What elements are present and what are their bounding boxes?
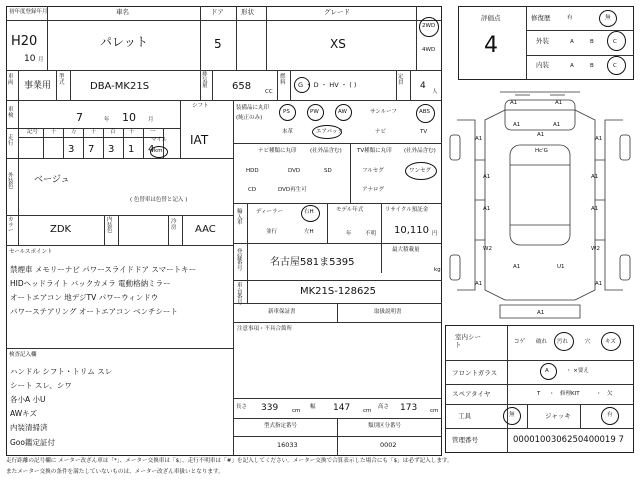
recycle-yen: 円 (432, 231, 438, 237)
int-a: A (570, 63, 574, 69)
first-reg-month: 10 (24, 54, 36, 64)
equipment-sub-label: (純正のみ) (236, 115, 263, 121)
damage-mark: U1 (557, 264, 565, 270)
door-count: 5 (214, 37, 222, 51)
exterior-color: ベージュ (34, 175, 70, 185)
model-value: DBA-MK21S (90, 81, 150, 92)
sales-point-line: パワーステアリング オートエアコン ベンチシート (10, 307, 178, 316)
equipment-aw: AW (338, 109, 347, 115)
footer-line1: 走行距離の記号欄に メーター改ざん車は「*」、メーター交換車は「$」、走行不明車は「#」を記入してください。メーター交換で合算表示した場合にも「$」は必ず記入します。 (6, 458, 453, 464)
type-approval-label: 型式指定番号 (264, 423, 298, 429)
model-year-unknown: 不明 (365, 231, 377, 237)
navi-cd: CD (248, 187, 257, 193)
import-parallel: 並行 (266, 229, 278, 235)
spare-dot2: ・ (596, 391, 602, 397)
mgmt-label: 管理番号 (452, 436, 478, 444)
digit-header: 一 (150, 129, 156, 135)
displacement-value: 658 (232, 81, 252, 92)
equipment-abs: ABS (419, 109, 430, 115)
mileage-digit: 3 (108, 144, 115, 155)
equipment-pw: PW (310, 109, 319, 115)
new-car-warranty: 新車保証書 (268, 309, 296, 315)
seat-option: コゲ (514, 339, 526, 345)
capacity-value: 4 (420, 81, 426, 91)
import-left-hand: 左H (304, 229, 314, 235)
repair-yes: 有 (567, 15, 573, 21)
windshield-a: A (545, 368, 549, 374)
jack-value: 有 (607, 412, 613, 418)
damage-mark: W2 (483, 246, 492, 252)
recycle-label: リサイクル預託金 (385, 207, 429, 213)
damage-mark: A1 (475, 136, 483, 142)
equipment-tv: TV (420, 129, 428, 135)
mgmt-number: 0000100306250400019 7 (513, 435, 624, 445)
class-no: 0002 (380, 441, 397, 449)
import-label: 輸入車 (237, 209, 243, 226)
tools-value: 無 (509, 412, 515, 418)
width-cm: cm (363, 408, 372, 414)
sales-points-label: セールスポイント (9, 249, 53, 255)
recycle-amount: 10,110 (394, 225, 429, 236)
score-value: 4 (484, 33, 498, 58)
damage-mark: A1 (513, 264, 521, 270)
inspection-label: 車検 (8, 107, 14, 119)
spare-dot1: ・ (549, 391, 555, 397)
reg-plate: 名古屋581ま5395 (270, 257, 355, 268)
equipment-leather: 本革 (282, 129, 294, 135)
spare-kit: 修理KIT (560, 391, 580, 397)
inspection-month-unit: 月 (148, 117, 154, 123)
repair-label: 修復歴 (531, 14, 551, 22)
inspector-line: ハンドル シフト・トリム スレ (10, 367, 113, 376)
capacity-unit: 人 (432, 89, 438, 95)
inspector-label: 検査記入欄 (9, 352, 37, 358)
spare-missing: 欠 (607, 391, 613, 397)
digit-header: 十 (51, 129, 57, 135)
interior-grade-label: 内装 (536, 61, 549, 69)
tv-fullseg: フルセグ (362, 168, 384, 174)
first-reg-month-unit: 月 (38, 57, 44, 63)
navi-sub: (社外品含む) (310, 148, 342, 154)
cooler-value: AAC (195, 224, 216, 235)
inspector-line: 内装清掃済 (10, 423, 48, 432)
navi-title: ナビ種類に丸印 (258, 148, 297, 154)
ext-c: C (613, 39, 617, 45)
vehicle-label: 車両 (8, 74, 14, 86)
cooler-label: 冷房 (171, 219, 177, 231)
interior-seat-label: 室内シート (455, 333, 481, 350)
spare-label: スペアタイヤ (452, 390, 491, 398)
inspector-line: 各小A 小U (10, 395, 46, 404)
exterior-grade-label: 外装 (536, 37, 549, 45)
navi-hdd: HDD (246, 168, 259, 174)
damage-mark: Hc'G (535, 148, 548, 154)
digit-header: 千 (91, 129, 97, 135)
int-b: B (590, 63, 594, 69)
grade-label: グレード (324, 8, 350, 16)
sales-point-line: 禁煙車 メモリーナビ パワースライドドア スマートキー (10, 265, 197, 274)
inspector-line: シート スレ、シワ (10, 381, 72, 390)
vehicle-type: 事業用 (24, 81, 52, 91)
damage-mark: A1 (553, 122, 561, 128)
model-year-label: モデル年式 (336, 207, 364, 213)
damage-mark: A1 (510, 100, 518, 106)
displacement-label: 排気量 (202, 72, 208, 89)
type-approval: 16033 (277, 441, 298, 449)
model-year-unit: 年 (346, 231, 352, 237)
class-label: 類別区分番号 (368, 423, 402, 429)
seat-option: 穴 (585, 339, 591, 345)
navi-dvd: DVD (288, 168, 301, 174)
max-load-label: 最大積載量 (392, 247, 420, 253)
inspection-year: 7 (76, 111, 83, 124)
sales-point-line: HIDヘッドライト バックカメラ 電動格納ミラー (10, 279, 171, 288)
drive-4wd: 4WD (422, 47, 436, 53)
equipment-sunroof: サンルーフ (370, 109, 397, 115)
import-right-hand: 右H (304, 209, 314, 215)
tv-title: TV種類に丸印 (357, 148, 392, 154)
damage-mark: A1 (555, 100, 563, 106)
car-name-label: 車名 (116, 8, 129, 16)
damage-mark: A1 (591, 174, 599, 180)
notes-label: 注意事項・不具合箇所 (237, 326, 293, 332)
width-value: 147 (333, 403, 351, 413)
digit-header: 万 (71, 129, 77, 135)
damage-mark: A1 (591, 206, 599, 212)
chassis-label: 車台番号 (237, 283, 243, 306)
fuel-options: G ・ D ・ HV ・ ( ) (298, 81, 357, 89)
seat-option: 破れ (536, 339, 548, 345)
digit-header: 十 (129, 129, 135, 135)
width-label: 幅 (310, 404, 316, 410)
shift-value: IAT (190, 133, 209, 147)
manual-label: 取扱説明書 (374, 309, 402, 315)
length-value: 339 (261, 403, 279, 413)
mileage-digit: 1 (128, 144, 135, 155)
seat-option: キズ (605, 339, 616, 345)
equipment-navi: ナビ (375, 129, 387, 135)
inspector-line: AWキズ (10, 409, 37, 418)
color-code: ZDK (50, 224, 72, 235)
tv-analog: アナログ (362, 187, 385, 193)
height-label: 高さ (378, 404, 390, 410)
equipment-ps: PS (283, 109, 290, 115)
capacity-label: 定員 (398, 74, 404, 86)
damage-mark: A1 (475, 281, 483, 287)
mile-label: マイル (151, 137, 168, 143)
first-reg-year: H20 (11, 34, 38, 49)
reg-label: 登録番号 (237, 249, 243, 272)
sales-point-line: オートエアコン 地デジTV パワーウィンドウ (10, 293, 159, 302)
interior-color-label: 内装色 (107, 217, 113, 234)
mileage-label: 走行 (8, 135, 14, 147)
windshield-replace: ・ ×要え (566, 368, 589, 374)
length-cm: cm (292, 408, 301, 414)
windshield-label: フロントガラス (452, 369, 498, 377)
navi-dvd-play: DVD再生可 (278, 187, 307, 193)
damage-mark: A1 (537, 310, 545, 316)
seat-option: 汚れ (557, 339, 569, 345)
damage-mark: W2 (591, 246, 600, 252)
jack-label: ジャッキ (545, 412, 571, 420)
length-label: 長さ (236, 404, 248, 410)
digit-header: 百 (110, 129, 116, 135)
model-label: 型式 (59, 74, 65, 86)
spare-t: T (537, 391, 541, 397)
max-load-kg: kg (434, 267, 441, 273)
mileage-digit: 4 (148, 144, 155, 155)
navi-sd: SD (324, 168, 332, 174)
exterior-note: ( 色替車は色替と記入 ) (130, 197, 188, 203)
tv-oneseg: ワンセグ (409, 168, 432, 174)
equipment-label: 装備品に丸印 (236, 105, 270, 111)
mileage-digit: 3 (68, 144, 75, 155)
shape-label: 形状 (241, 8, 254, 16)
mileage-digit: 7 (88, 144, 95, 155)
footer-line2: またメーター交換の条件を満たしていないものは、メーター改ざん車扱いとなります。 (6, 469, 224, 475)
damage-mark: A1 (483, 174, 491, 180)
inspection-year-unit: 年 (104, 117, 110, 123)
import-dealer: ディーラー (256, 209, 284, 215)
inspector-line: Goo鑑定証付 (10, 438, 55, 447)
digit-header: 記号 (27, 129, 39, 135)
tv-sub: (社外品含む) (404, 148, 436, 154)
car-name: パレット (100, 35, 148, 49)
repair-no: 無 (605, 15, 611, 21)
damage-mark: A1 (595, 281, 603, 287)
color-code-label: カラー (8, 217, 14, 234)
chassis-number: MK21S-128625 (300, 286, 377, 297)
score-label: 評価点 (481, 14, 501, 22)
fuel-gasoline-circle (294, 77, 310, 93)
damage-mark: A1 (537, 132, 545, 138)
damage-mark: A1 (513, 122, 521, 128)
fuel-label: 燃料 (280, 74, 286, 86)
ext-b: B (590, 39, 594, 45)
drive-2wd: 2WD (422, 23, 436, 29)
km-label: km (154, 148, 163, 154)
height-value: 173 (400, 403, 418, 413)
exterior-label: 外装色 (8, 173, 14, 190)
equipment-airbag: エアバック (316, 129, 344, 135)
tools-label: 工具 (458, 412, 471, 420)
car-damage-diagram (445, 90, 635, 320)
grade-value: XS (330, 37, 346, 51)
inspection-month: 10 (122, 111, 136, 124)
height-cm: cm (430, 408, 439, 414)
shift-label: シフト (192, 103, 209, 109)
first-reg-label: 初年度登録年月 (9, 9, 48, 15)
int-c: C (613, 63, 617, 69)
ext-a: A (570, 39, 574, 45)
damage-mark: A1 (595, 136, 603, 142)
damage-mark: A1 (483, 206, 491, 212)
cc-unit: CC (265, 89, 273, 95)
door-label: ドア (211, 8, 224, 16)
